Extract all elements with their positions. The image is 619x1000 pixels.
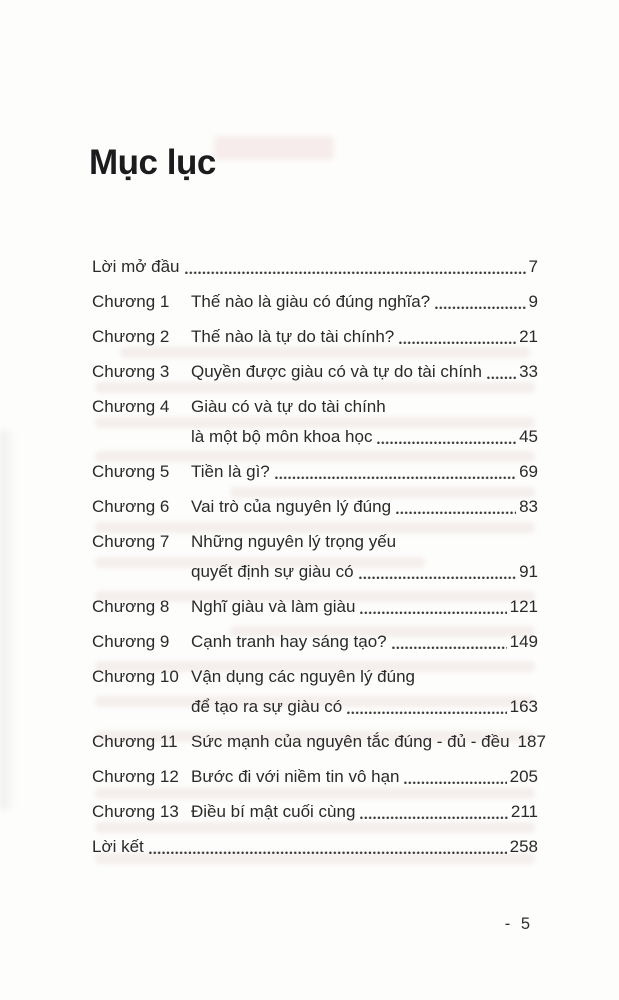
page-title: Mục lục — [89, 143, 216, 183]
toc-entry — [92, 732, 546, 752]
toc-entry — [92, 362, 538, 382]
toc-page-number: 121 — [509, 597, 538, 616]
chapter-label: Chương 8 — [92, 597, 170, 616]
chapter-label: Chương 13 — [92, 802, 179, 821]
chapter-title-line1: Giàu có và tự do tài chính — [191, 397, 386, 416]
toc-page-number: 163 — [509, 697, 538, 716]
toc-entry — [92, 837, 538, 857]
toc-page-number: 211 — [510, 802, 538, 821]
chapter-title: Tiền là gì? — [191, 462, 270, 481]
toc-page-number: 83 — [519, 497, 538, 516]
toc-entry — [92, 257, 538, 277]
chapter-title-block — [191, 532, 538, 582]
toc-page-number: 33 — [519, 362, 538, 381]
toc-entry — [92, 497, 538, 517]
chapter-title: Điều bí mật cuối cùng — [191, 802, 356, 821]
chapter-label: Chương 4 — [92, 397, 170, 416]
chapter-title-block — [191, 767, 538, 787]
chapter-title-line1: Vận dụng các nguyên lý đúng — [191, 667, 416, 686]
chapter-title: Sức mạnh của nguyên tắc đúng - đủ - đều — [191, 732, 510, 751]
chapter-title-block — [191, 397, 538, 447]
chapter-title: Bước đi với niềm tin vô hạn — [191, 767, 400, 786]
chapter-title-block — [191, 632, 538, 652]
toc-entry — [92, 397, 538, 447]
folio-page-number: - 5 — [504, 915, 533, 933]
toc-page-number: 9 — [528, 292, 538, 311]
chapter-title-block — [191, 362, 538, 382]
chapter-title-block — [191, 327, 538, 347]
dot-leader — [360, 610, 506, 615]
dot-leader — [359, 575, 516, 580]
chapter-title-line2: quyết định sự giàu có — [191, 562, 354, 581]
chapter-title: Quyền được giàu có và tự do tài chính — [191, 362, 482, 381]
chapter-label: Chương 12 — [92, 767, 179, 786]
toc-entry — [92, 632, 538, 652]
toc-entry — [92, 767, 538, 787]
chapter-title-block — [191, 292, 538, 312]
dot-leader — [399, 340, 516, 345]
toc-page-number: 45 — [519, 427, 538, 446]
toc-entry — [92, 667, 538, 717]
chapter-label: Chương 1 — [92, 292, 170, 311]
toc-page-number: 21 — [519, 327, 538, 346]
dot-leader — [360, 815, 507, 820]
toc-page-number: 205 — [509, 767, 538, 786]
chapter-title-block — [92, 257, 538, 277]
toc-entry — [92, 292, 538, 312]
toc-page-number: 187 — [517, 732, 546, 751]
toc-entry — [92, 327, 538, 347]
toc-page-number: 91 — [519, 562, 538, 581]
chapter-title-block — [191, 732, 546, 752]
chapter-label: Chương 2 — [92, 327, 170, 346]
bleed-through-artifact — [214, 136, 334, 160]
toc-entry — [92, 462, 538, 482]
toc-page-number: 258 — [509, 837, 538, 856]
chapter-label: Chương 10 — [92, 667, 179, 686]
chapter-label: Chương 3 — [92, 362, 170, 381]
dot-leader — [392, 645, 507, 650]
chapter-title-block — [92, 837, 538, 857]
chapter-title-block — [191, 497, 538, 517]
dot-leader — [347, 710, 506, 715]
dot-leader — [396, 510, 516, 515]
dot-leader — [377, 440, 516, 445]
dot-leader — [435, 305, 525, 310]
dot-leader — [185, 270, 526, 275]
chapter-title: Vai trò của nguyên lý đúng — [191, 497, 392, 516]
chapter-title: Nghĩ giàu và làm giàu — [191, 597, 356, 616]
chapter-title-block — [191, 597, 538, 617]
chapter-label: Chương 11 — [92, 732, 178, 751]
toc-list — [92, 257, 546, 872]
chapter-title-line1: Những nguyên lý trọng yếu — [191, 532, 397, 551]
dot-leader — [275, 475, 516, 480]
toc-entry — [92, 802, 538, 822]
toc-page-number: 69 — [519, 462, 538, 481]
chapter-title: Lời kết — [92, 837, 144, 856]
chapter-title-block — [191, 802, 538, 822]
toc-page-number: 149 — [509, 632, 538, 651]
dot-leader — [487, 375, 516, 380]
chapter-title: Cạnh tranh hay sáng tạo? — [191, 632, 387, 651]
toc-page-number: 7 — [528, 257, 538, 276]
chapter-title-block — [191, 462, 538, 482]
toc-entry — [92, 597, 538, 617]
dot-leader — [149, 850, 507, 855]
chapter-label: Chương 5 — [92, 462, 170, 481]
chapter-title: Thế nào là tự do tài chính? — [191, 327, 395, 346]
chapter-label: Chương 6 — [92, 497, 170, 516]
chapter-title-line2: để tạo ra sự giàu có — [191, 697, 343, 716]
chapter-title-block — [191, 667, 538, 717]
chapter-label: Chương 7 — [92, 532, 170, 551]
chapter-title: Lời mở đầu — [92, 257, 180, 276]
toc-entry — [92, 532, 538, 582]
scan-edge-shadow — [0, 430, 16, 810]
chapter-label: Chương 9 — [92, 632, 170, 651]
chapter-title-line2: là một bộ môn khoa học — [191, 427, 373, 446]
dot-leader — [404, 780, 506, 785]
chapter-title: Thế nào là giàu có đúng nghĩa? — [191, 292, 431, 311]
